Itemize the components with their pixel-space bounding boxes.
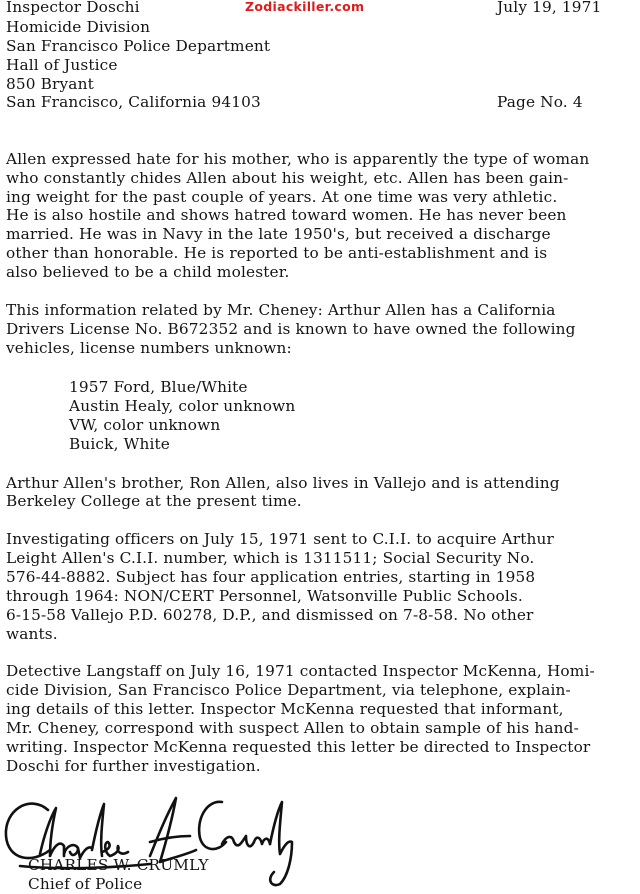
addressee-line: San Francisco, California 94103 [6, 93, 261, 111]
addressee-line: 850 Bryant [6, 75, 94, 93]
body-line: married. He was in Navy in the late 1950's, but received a discharge [6, 225, 551, 243]
body-line: through 1964: NON/CERT Personnel, Watsonville Public Schools. [6, 587, 523, 605]
addressee-line: Inspector Doschi [6, 0, 140, 16]
vehicle-item: Austin Healy, color unknown [69, 397, 296, 415]
addressee-line: San Francisco Police Department [6, 37, 271, 55]
vehicle-item: VW, color unknown [69, 416, 221, 434]
body-line: This information related by Mr. Cheney: Arthur Allen has a California [6, 301, 556, 319]
body-line: cide Division, San Francisco Police Department, via telephone, explain- [6, 681, 571, 699]
body-line: He is also hostile and shows hatred toward women. He has never been [6, 206, 567, 224]
body-line: Arthur Allen's brother, Ron Allen, also lives in Vallejo and is attending [6, 474, 560, 492]
body-line: ing weight for the past couple of years. At one time was very athletic. [6, 188, 558, 206]
vehicle-item: Buick, White [69, 435, 171, 453]
body-line: wants. [6, 625, 58, 643]
body-line: vehicles, license numbers unknown: [6, 339, 292, 357]
body-line: Drivers License No. B672352 and is known to have owned the following [6, 320, 576, 338]
body-line: 576-44-8882. Subject has four application entries, starting in 1958 [6, 568, 536, 586]
signer-title: Chief of Police [28, 875, 143, 893]
body-line: who constantly chides Allen about his weight, etc. Allen has been gain- [6, 169, 569, 187]
body-line: Allen expressed hate for his mother, who is apparently the type of woman [6, 150, 590, 168]
vehicle-item: 1957 Ford, Blue/White [69, 378, 248, 396]
body-line: also believed to be a child molester. [6, 263, 290, 281]
body-line: Investigating officers on July 15, 1971 sent to C.I.I. to acquire Arthur [6, 530, 554, 548]
body-line: ing details of this letter. Inspector McKenna requested that informant, [6, 700, 564, 718]
body-line: other than honorable. He is reported to be anti-establishment and is [6, 244, 548, 262]
watermark: Zodiackiller.com [245, 0, 365, 14]
body-line: writing. Inspector McKenna requested this letter be directed to Inspector [6, 738, 591, 756]
addressee-line: Hall of Justice [6, 56, 118, 74]
body-line: Leight Allen's C.I.I. number, which is 1311511; Social Security No. [6, 549, 535, 567]
body-line: Mr. Cheney, correspond with suspect Allen to obtain sample of his hand- [6, 719, 579, 737]
body-line: Doschi for further investigation. [6, 757, 261, 775]
body-line: Berkeley College at the present time. [6, 492, 302, 510]
letter-date: July 19, 1971 [497, 0, 602, 16]
page-number: Page No. 4 [497, 93, 583, 111]
body-line: Detective Langstaff on July 16, 1971 contacted Inspector McKenna, Homi- [6, 662, 595, 680]
body-line: 6-15-58 Vallejo P.D. 60278, D.P., and dismissed on 7-8-58. No other [6, 606, 534, 624]
signer-name: CHARLES W. CRUMLY [28, 856, 209, 874]
addressee-line: Homicide Division [6, 18, 151, 36]
